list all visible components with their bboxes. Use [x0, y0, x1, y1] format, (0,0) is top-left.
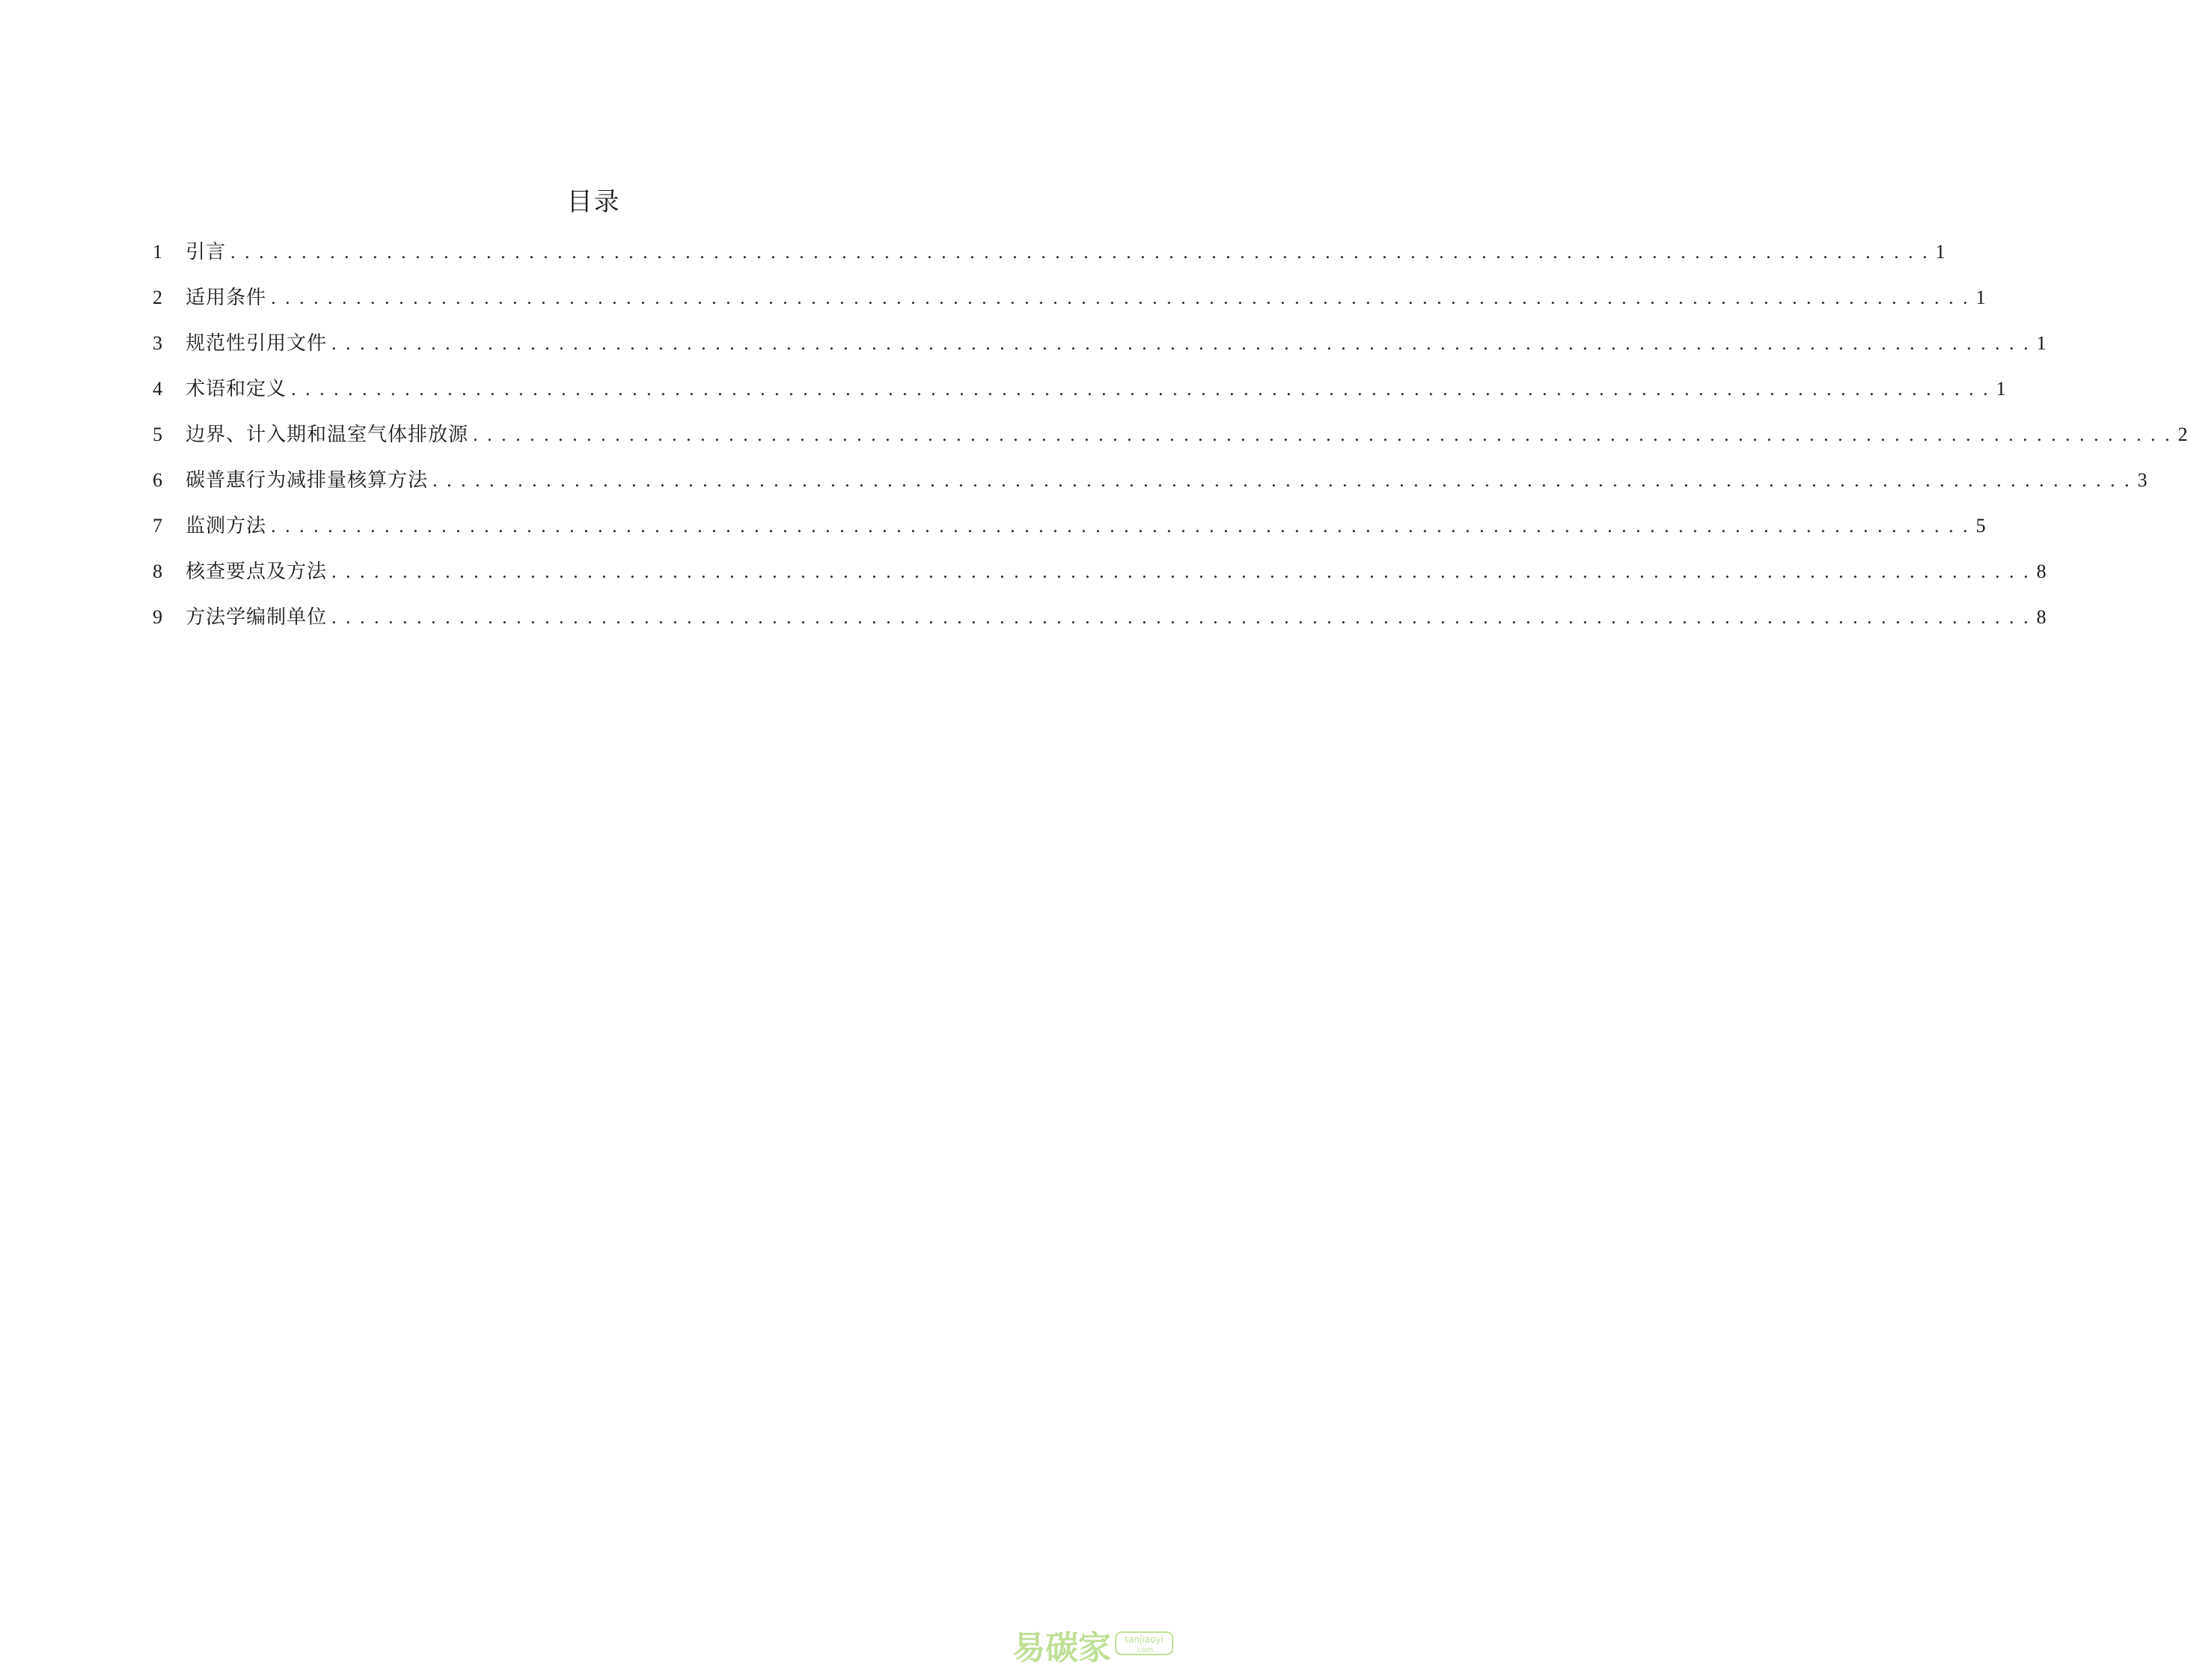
toc-entry[interactable] [153, 554, 2047, 599]
toc-page-number: 5 [1975, 515, 1986, 537]
watermark-domain: tanjiaoyi [1125, 1634, 1164, 1645]
toc-label: 碳普惠行为减排量核算方法 [186, 469, 429, 492]
watermark-logo [1011, 1623, 1176, 1671]
toc-page-number: 1 [2036, 332, 2047, 354]
toc-leader-dots: . . . . . . . . . . . . . . . . . . . . . . . . . . . . . . . . . . . . . . . . . . . . . . . . . . . . . . . . . . . . . . . . . . . . . . . . . . . . . . . . . . . . . . . . . . . . . . . . . . . . . . . . . . . . . . . . . . . . . . . . [230, 241, 1930, 263]
toc-label: 核查要点及方法 [186, 560, 328, 583]
toc-page-number: 1 [1935, 241, 1946, 263]
toc-entry[interactable] [153, 326, 2047, 371]
toc-leader-dots: . . . . . . . . . . . . . . . . . . . . . . . . . . . . . . . . . . . . . . . . . . . . . . . . . . . . . . . . . . . . . . . . . . . . . . . . . . . . . . . . . . . . . . . . . . . . . . . . . . . . . . . . . . . . . . . . . . . . . . . . [291, 378, 1990, 400]
toc-label: 引言 [186, 241, 227, 263]
toc-leader-dots: . . . . . . . . . . . . . . . . . . . . . . . . . . . . . . . . . . . . . . . . . . . . . . . . . . . . . . . . . . . . . . . . . . . . . . . . . . . . . . . . . . . . . . . . . . . . . . . . . . . . . . . . . . . . . . . . . . . . . . . . [331, 332, 2031, 354]
toc-number: 6 [153, 469, 162, 491]
toc-label: 术语和定义 [186, 378, 287, 400]
toc-leader-dots: . . . . . . . . . . . . . . . . . . . . . . . . . . . . . . . . . . . . . . . . . . . . . . . . . . . . . . . . . . . . . . . . . . . . . . . . . . . . . . . . . . . . . . . . . . . . . . . . . . . . . . . . . . . . . . . . . . . . . . . . [331, 560, 2031, 582]
toc-leader-dots: . . . . . . . . . . . . . . . . . . . . . . . . . . . . . . . . . . . . . . . . . . . . . . . . . . . . . . . . . . . . . . . . . . . . . . . . . . . . . . . . . . . . . . . . . . . . . . . . . . . . . . . . . . . . . . . . . . . . . . . . [433, 469, 2132, 491]
toc-entry[interactable] [153, 371, 2006, 417]
watermark-tld: .com [1134, 1646, 1154, 1655]
watermark-logo-graphic [1011, 1623, 1176, 1671]
toc-label: 边界、计入期和温室气体排放源 [186, 424, 469, 446]
toc-number: 9 [153, 606, 162, 628]
toc-number: 1 [153, 241, 162, 263]
toc-entry[interactable] [153, 417, 2188, 462]
page-title: 目录 [566, 187, 621, 217]
toc-number: 7 [153, 515, 162, 537]
toc-leader-dots: . . . . . . . . . . . . . . . . . . . . . . . . . . . . . . . . . . . . . . . . . . . . . . . . . . . . . . . . . . . . . . . . . . . . . . . . . . . . . . . . . . . . . . . . . . . . . . . . . . . . . . . . . . . . . . . . . . . . . . . . [473, 424, 2172, 445]
toc-number: 4 [153, 378, 162, 400]
toc-number: 8 [153, 560, 162, 582]
toc-page-number: 1 [1996, 378, 2006, 400]
toc-label: 方法学编制单位 [186, 606, 328, 629]
watermark-text: 易碳家 [1012, 1629, 1111, 1667]
toc-entry[interactable] [153, 462, 2148, 508]
toc-page-number: 3 [2137, 469, 2148, 491]
toc-page-number: 1 [1975, 287, 1986, 308]
toc-page-number: 8 [2036, 560, 2047, 582]
toc-leader-dots: . . . . . . . . . . . . . . . . . . . . . . . . . . . . . . . . . . . . . . . . . . . . . . . . . . . . . . . . . . . . . . . . . . . . . . . . . . . . . . . . . . . . . . . . . . . . . . . . . . . . . . . . . . . . . . . . . . . . . . . . [331, 606, 2031, 628]
toc-number: 3 [153, 332, 162, 354]
toc-number: 2 [153, 287, 162, 308]
toc-leader-dots: . . . . . . . . . . . . . . . . . . . . . . . . . . . . . . . . . . . . . . . . . . . . . . . . . . . . . . . . . . . . . . . . . . . . . . . . . . . . . . . . . . . . . . . . . . . . . . . . . . . . . . . . . . . . . . . . . . . . . . . . [271, 515, 1970, 537]
toc-entry[interactable] [153, 234, 1946, 280]
toc-label: 适用条件 [186, 287, 267, 309]
toc-label: 监测方法 [186, 515, 267, 537]
toc-entry[interactable] [153, 280, 1986, 326]
toc-label: 规范性引用文件 [186, 332, 328, 355]
toc-entry[interactable] [153, 508, 1986, 554]
toc-entry[interactable] [153, 599, 2047, 645]
table-of-contents [153, 234, 2188, 645]
toc-page-number: 2 [2178, 424, 2188, 445]
toc-number: 5 [153, 424, 162, 445]
toc-page-number: 8 [2036, 606, 2047, 628]
toc-leader-dots: . . . . . . . . . . . . . . . . . . . . . . . . . . . . . . . . . . . . . . . . . . . . . . . . . . . . . . . . . . . . . . . . . . . . . . . . . . . . . . . . . . . . . . . . . . . . . . . . . . . . . . . . . . . . . . . . . . . . . . . . [271, 287, 1970, 308]
